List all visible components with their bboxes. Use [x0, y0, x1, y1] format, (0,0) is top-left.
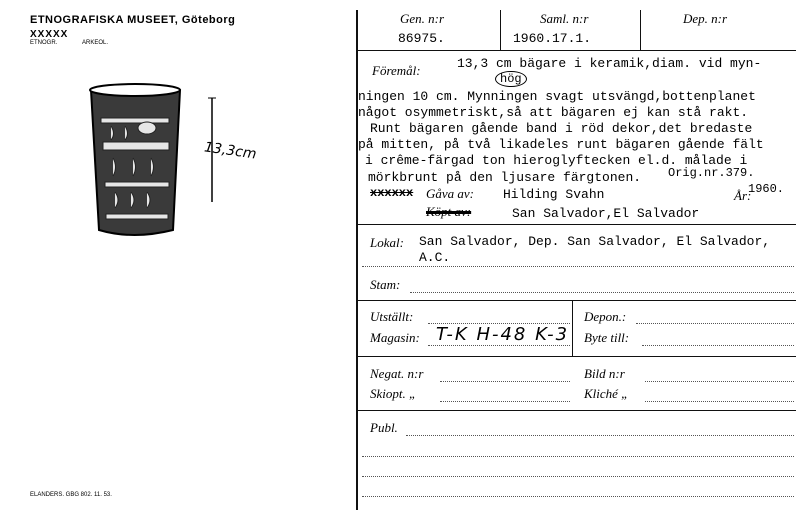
- orig-nr: Orig.nr.379.: [668, 166, 755, 180]
- description-line-5: på mitten, på två likadeles runt bägaren gående fält: [358, 137, 764, 152]
- description-line-4: Runt bägaren gående band i röd dekor,det bredaste: [370, 121, 753, 136]
- kopt-struck: Köpt av:: [426, 204, 472, 219]
- stam-label: Stam:: [370, 277, 401, 292]
- beaker-drawing: [85, 80, 195, 245]
- section-rule-2: [356, 300, 796, 301]
- museum-header: ETNOGRAFISKA MUSEET, Göteborg: [30, 14, 236, 26]
- gen-nr-value: 86975.: [398, 31, 445, 46]
- publ-label: Publ.: [370, 420, 398, 435]
- header-divider-1: [500, 10, 501, 50]
- gava-label: Gåva av:: [426, 186, 475, 201]
- bild-label: Bild n:r: [584, 366, 625, 381]
- saml-nr-label: Saml. n:r: [540, 11, 589, 26]
- dep-nr-label: Dep. n:r: [683, 11, 728, 26]
- description-line-6: i crême-färgad ton hieroglyftecken el.d. målade i: [365, 153, 748, 168]
- description-line-7: mörkbrunt på den ljusare färgtonen.: [368, 170, 642, 185]
- foremal-label: Föremål:: [372, 63, 421, 78]
- section-rule-4: [356, 410, 796, 411]
- negat-label: Negat. n:r: [370, 366, 424, 381]
- header-divider-2: [640, 10, 641, 50]
- section-rule-1: [356, 224, 796, 225]
- arkeol-label: ARKEOL.: [82, 40, 109, 46]
- description-line-2: ningen 10 cm. Mynningen svagt utsvängd,bottenplanet: [358, 89, 756, 104]
- byte-label: Byte till:: [584, 330, 630, 345]
- crossed-out-mark: XXXXX: [30, 29, 69, 40]
- kliche-dots: [645, 401, 794, 402]
- skiopt-dots: [440, 401, 570, 402]
- height-label: 13,3cm: [203, 139, 258, 163]
- publ-dots-3: [362, 476, 794, 477]
- stam-dots: [410, 292, 794, 293]
- magasin-dots: [428, 345, 570, 346]
- printer-footer: ELANDERS. GBG 802. 11. 53.: [30, 492, 112, 498]
- description-line-1: 13,3 cm bägare i keramik,diam. vid myn-: [457, 56, 762, 71]
- description-line-3: något osymmetriskt,så att bägaren ej kan stå rakt.: [358, 105, 749, 120]
- bild-dots: [645, 381, 794, 382]
- publ-dots-1: [406, 435, 794, 436]
- section-rule-3: [356, 356, 796, 357]
- lokal-value-1: San Salvador, Dep. San Salvador, El Salvador,: [419, 234, 771, 249]
- gava-value: Hilding Svahn: [503, 187, 605, 202]
- magasin-label: Magasin:: [370, 330, 420, 345]
- lokal-label: Lokal:: [370, 235, 404, 250]
- byte-dots: [642, 345, 794, 346]
- description-insert: hög: [495, 71, 527, 87]
- lokal-dots: [362, 266, 794, 267]
- ar-value: 1960.: [748, 182, 785, 196]
- skiopt-label: Skiopt. „: [370, 386, 417, 401]
- kliche-label: Kliché „: [584, 386, 629, 401]
- depon-label: Depon.:: [584, 309, 627, 324]
- gen-nr-label: Gen. n:r: [400, 11, 445, 26]
- lokal-value-2: A.C.: [419, 250, 451, 265]
- etnogr-label: ETNOGR.: [30, 40, 58, 46]
- utstallt-label: Utställt:: [370, 309, 414, 324]
- kopt-value: San Salvador,El Salvador: [512, 206, 700, 221]
- publ-dots-4: [362, 496, 794, 497]
- magasin-value: T-K H-48 K-3: [436, 324, 570, 345]
- ar-label: År:: [734, 188, 752, 203]
- gava-struck: xxxxxx: [370, 186, 414, 200]
- saml-nr-value: 1960.17.1.: [513, 31, 592, 46]
- magasin-divider: [572, 300, 573, 356]
- publ-dots-2: [362, 456, 794, 457]
- negat-dots: [440, 381, 570, 382]
- depon-dots: [636, 323, 794, 324]
- header-rule: [356, 50, 796, 51]
- panel-border: [356, 10, 358, 510]
